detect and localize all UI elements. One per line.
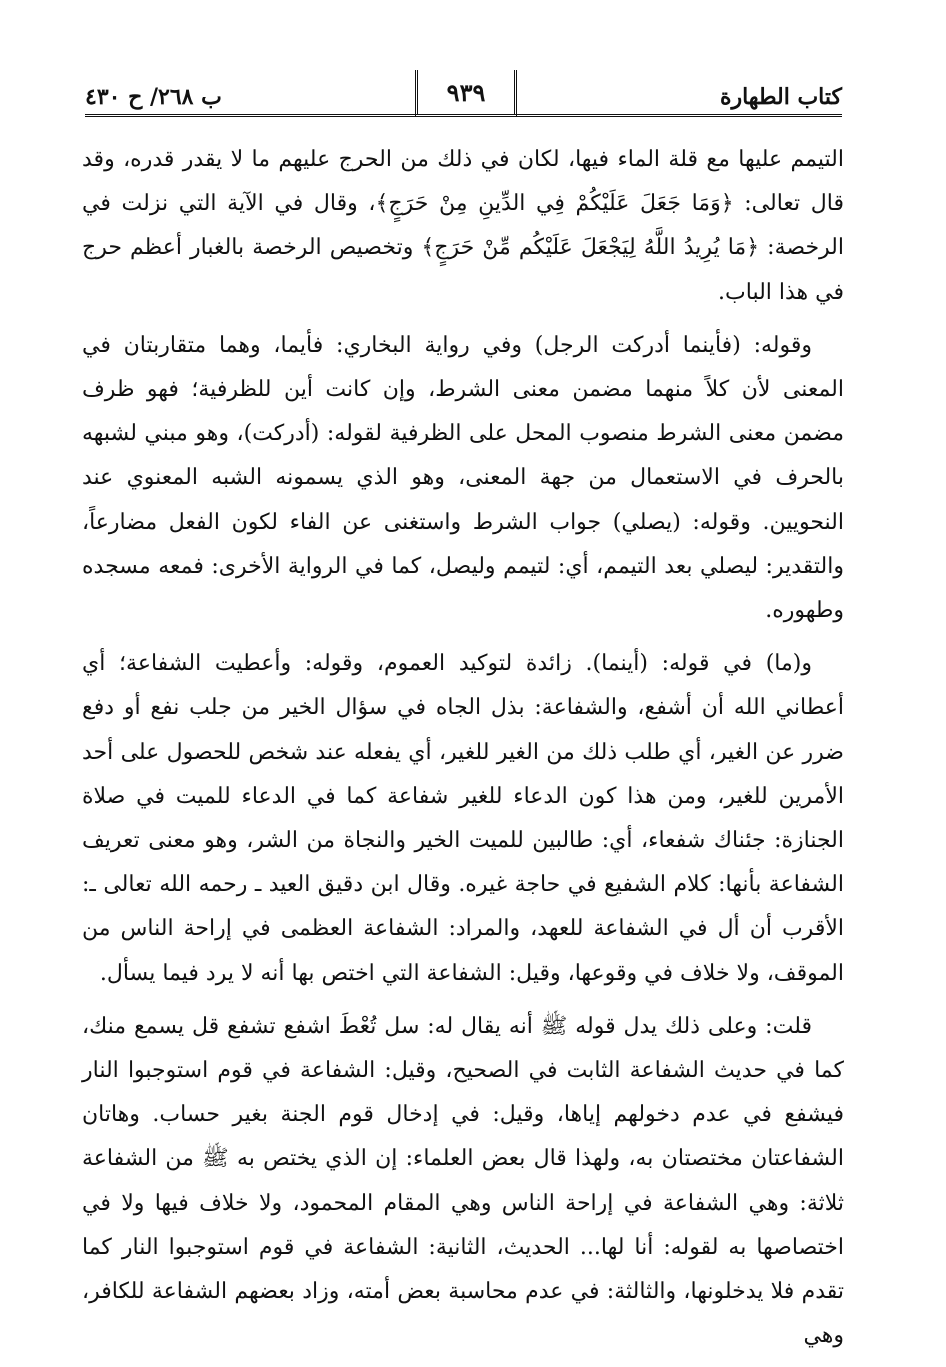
paragraph: وقوله: (فأينما أدركت الرجل) وفي رواية البخاري: فأيما، وهما متقاربتان في المعنى لأن كلاً منهما مضمن معنى الشرط، وإن كانت أين للظرفية؛ فهو ظرف مضمن معنى الشرط منصوب المحل على الظرفية لقوله: (أدركت)، وهو مبني لشبهه بالحرف في الاستعمال من جهة المعنى، وهو الذي يسمونه الشبه المعنوي عند النحويين. وقوله: (يصلي) جواب الشرط واستغنى عن الفاء لكون الفعل مضارعاً، والتقدير: ليصلي بعد التيمم، أي: لتيمم وليصل، كما في الرواية الأخرى: فمعه مسجده وطهوره.	[82, 332, 844, 624]
hadith-reference: ب ٢٦٨/ ح ٤٣٠	[85, 84, 222, 110]
body-text	[82, 138, 844, 1367]
paragraph: قلت: وعلى ذلك يدل قوله ﷺ أنه يقال له: سل تُعْطَ اشفع تشفع قل يسمع منك، كما في حديث الشفاعة الثابت في الصحيح، وقيل: الشفاعة في قوم استوجبوا النار فيشفع في عدم دخولهم إياها، وقيل: في إدخال قوم الجنة بغير حساب. وهاتان الشفاعتان مختصتان به، ولهذا قال بعض العلماء: إن الذي يختص به ﷺ من الشفاعة ثلاثة: وهي الشفاعة في إراحة الناس وهي المقام المحمود، ولا خلاف فيها ولا في اختصاصها به لقوله: أنا لها... الحديث، الثانية: الشفاعة في قوم استوجبوا النار كما تقدم فلا يدخلونها، والثالثة: في عدم محاسبة بعض أمته، وزاد بعضهم الشفاعة للكافر، وهي	[82, 1013, 844, 1349]
header-rule	[85, 114, 842, 117]
page-number: ٩٣٩	[415, 70, 517, 117]
running-header	[85, 70, 842, 122]
paragraph: التيمم عليها مع قلة الماء فيها، لكان في ذلك من الحرج عليهم ما لا يقدر قدره، وقد قال تعالى: ﴿وَمَا جَعَلَ عَلَيْكُمْ فِي الدِّينِ مِنْ حَرَجٍ﴾، وقال في الآية التي نزلت في الرخصة: ﴿مَا يُرِيدُ اللَّهُ لِيَجْعَلَ عَلَيْكُم مِّنْ حَرَجٍ﴾ وتخصيص الرخصة بالغبار أعظم حرج في هذا الباب.	[82, 147, 844, 305]
book-title: كتاب الطهارة	[719, 84, 842, 110]
paragraph: و(ما) في قوله: (أينما). زائدة لتوكيد العموم، وقوله: وأعطيت الشفاعة؛ أي أعطاني الله أن أشفع، والشفاعة: بذل الجاه في سؤال الخير من جلب نفع أو دفع ضرر عن الغير، أي طلب ذلك من الغير للغير، أي يفعله عند شخص للحصول على أحد الأمرين للغير، ومن هذا كون الدعاء للغير شفاعة كما في الدعاء للميت في صلاة الجنازة: جئناك شفعاء، أي: طالبين للميت الخير والنجاة من الشر، وهو معنى تعريف الشفاعة بأنها: كلام الشفيع في حاجة غيره. وقال ابن دقيق العيد ـ رحمه الله تعالى ـ: الأقرب أن أل في الشفاعة للعهد، والمراد: الشفاعة العظمى في إراحة الناس من الموقف، ولا خلاف في وقوعها، وقيل: الشفاعة التي اختص بها أنه لا يرد فيما يسأل.	[82, 651, 844, 986]
